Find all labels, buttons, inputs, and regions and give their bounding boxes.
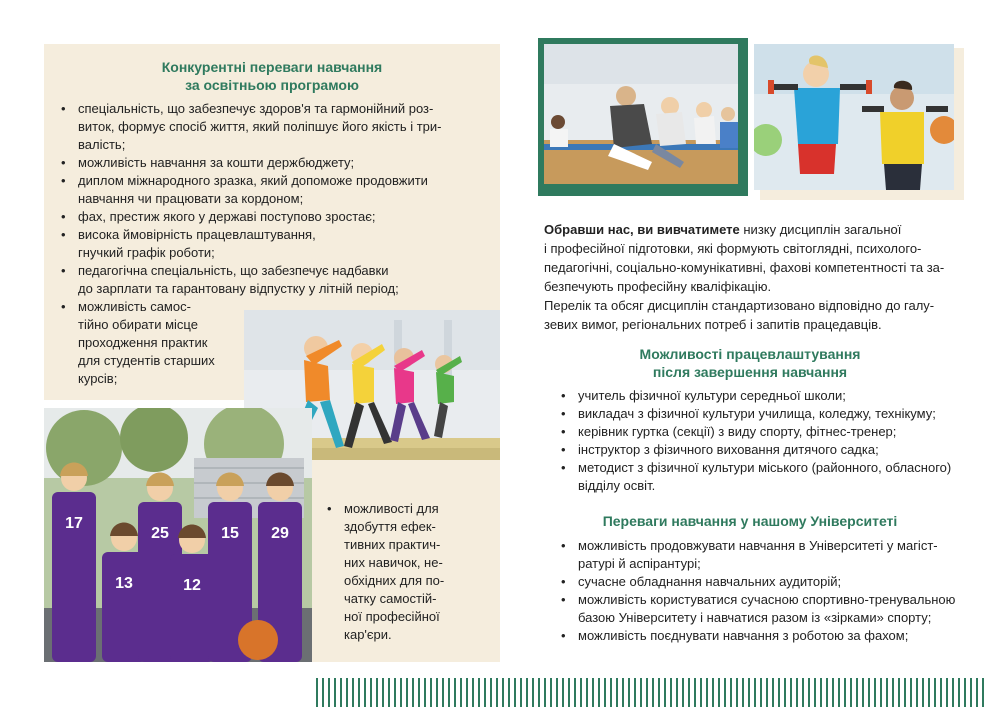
stripe (982, 678, 984, 707)
left-bullet-item-line: • диплом міжнародного зразка, який допоможе продовжити (78, 173, 428, 188)
left-bullet-item (56, 208, 496, 226)
bottom-bullet-line: чатку самостій- (344, 591, 437, 606)
left-bullet-item (56, 100, 496, 154)
stripe (880, 678, 882, 707)
intro-line-3: педагогічні, соціально-комунікативні, фахові компетентності та за- (544, 260, 945, 275)
advantage-item-line: базою Університету і навчатися разом із «зірками» спорту; (578, 610, 932, 625)
career-item (556, 387, 976, 405)
left-bullet-item (56, 262, 496, 298)
stripe (754, 678, 756, 707)
intro-paragraph (544, 220, 964, 334)
stripe (934, 678, 936, 707)
stripe (610, 678, 612, 707)
stripe (328, 678, 330, 707)
left-bullet-item (56, 154, 496, 172)
stripe (778, 678, 780, 707)
stripe (466, 678, 468, 707)
stripe (394, 678, 396, 707)
stripe (538, 678, 540, 707)
stripe (454, 678, 456, 707)
stripe (790, 678, 792, 707)
stripe (580, 678, 582, 707)
advantage-item (556, 627, 976, 645)
stripe (472, 678, 474, 707)
left-bullet-item-line: • можливість навчання за кошти держбюджету; (78, 155, 355, 170)
intro-line-1 (544, 220, 964, 239)
bottom-bullet-item (322, 500, 498, 644)
jersey-number: 12 (183, 577, 201, 594)
career-item-line: • викладач з фізичної культури училища, коледжу, технікуму; (578, 406, 936, 421)
left-bullet-item-line: тійно обирати місце (78, 317, 198, 332)
stripe (724, 678, 726, 707)
stripe (568, 678, 570, 707)
stripe (838, 678, 840, 707)
stripe (820, 678, 822, 707)
career-item-line: • інструктор з фізичного виховання дитячого садка; (578, 442, 879, 457)
left-bullet-item-line: валість; (78, 137, 126, 152)
stripe (508, 678, 510, 707)
stripe (796, 678, 798, 707)
stripe (346, 678, 348, 707)
stripe (316, 678, 318, 707)
stripe (532, 678, 534, 707)
stripe (526, 678, 528, 707)
stripe (748, 678, 750, 707)
left-bullet-item-line: • можливість самос- (78, 299, 191, 314)
left-title (44, 58, 500, 94)
stripe (652, 678, 654, 707)
stripe (574, 678, 576, 707)
stripe (694, 678, 696, 707)
bottom-bullet-line: ної професійної (344, 609, 440, 624)
stripe (502, 678, 504, 707)
left-bullet-item-line: виток, формує спосіб життя, який поліпшує його якість і три- (78, 119, 442, 134)
career-item (556, 423, 976, 441)
left-bullet-item-line: до зарплати та гарантовану відпустку у літній період; (78, 281, 399, 296)
advantages-title (544, 512, 956, 530)
stripe (382, 678, 384, 707)
stripe (418, 678, 420, 707)
stripe (940, 678, 942, 707)
advantage-item (556, 573, 976, 591)
stripe (772, 678, 774, 707)
career-item-line: • методист з фізичної культури міського (районного, обласного) (578, 460, 952, 475)
stripe (976, 678, 978, 707)
bottom-bullet-line: здобуття ефек- (344, 519, 436, 534)
left-bullet-item-line: для студентів старших (78, 353, 215, 368)
career-item (556, 459, 976, 495)
left-bullet-item-line: • педагогічна спеціальність, що забезпечує надбавки (78, 263, 389, 278)
left-bullet-item-line: • висока ймовірність працевлаштування, (78, 227, 316, 242)
stripe (352, 678, 354, 707)
stripe (658, 678, 660, 707)
stripe (850, 678, 852, 707)
advantages-title-text: Переваги навчання у нашому Університеті (602, 513, 898, 529)
stripe (436, 678, 438, 707)
careers-list (556, 387, 976, 495)
left-bullet-item (56, 172, 496, 208)
stripe (856, 678, 858, 707)
stripe (448, 678, 450, 707)
left-bullet-item-line: курсів; (78, 371, 118, 386)
left-bullet-item-line: навчання чи працювати за кордоном; (78, 191, 304, 206)
stripe (490, 678, 492, 707)
stripe (622, 678, 624, 707)
stripe (688, 678, 690, 707)
advantage-item-line: • можливість користуватися сучасною спортивно-тренувальною (578, 592, 956, 607)
stripe (916, 678, 918, 707)
left-bullet-item-line: • фах, престиж якого у державі поступово зростає; (78, 209, 376, 224)
bottom-left-bullet (322, 500, 498, 644)
stripe (478, 678, 480, 707)
bottom-bullet-line: • можливості для (344, 501, 439, 516)
intro-line-5: Перелік та обсяг дисциплін стандартизовано відповідно до галу- (544, 298, 935, 313)
jersey-number: 17 (65, 515, 83, 532)
advantages-list (556, 537, 976, 645)
stripe (730, 678, 732, 707)
stripe (646, 678, 648, 707)
bottom-bullet-line: тивних практич- (344, 537, 441, 552)
decorative-stripes (316, 678, 1000, 707)
stripe (370, 678, 372, 707)
advantage-item (556, 591, 976, 627)
stripe (376, 678, 378, 707)
stripe (592, 678, 594, 707)
career-item-line: • учитель фізичної культури середньої школи; (578, 388, 846, 403)
stripe (634, 678, 636, 707)
bottom-bullet-line: кар'єри. (344, 627, 392, 642)
stripe (886, 678, 888, 707)
stripe (784, 678, 786, 707)
gym-stretching-photo (544, 44, 738, 184)
advantage-item (556, 537, 976, 573)
intro-line-4: безпечують професійну кваліфікацію. (544, 279, 772, 294)
stripe (760, 678, 762, 707)
stripe (814, 678, 816, 707)
stripe (412, 678, 414, 707)
stripe (898, 678, 900, 707)
stripe (544, 678, 546, 707)
basketball-team-photo (44, 408, 312, 662)
stripe (718, 678, 720, 707)
careers-title-line1: Можливості працевлаштування (639, 346, 861, 362)
careers-title (544, 345, 956, 381)
intro-line-2: і професійної підготовки, які формують світоглядні, психолого- (544, 241, 922, 256)
stripe (400, 678, 402, 707)
intro-text-0: низку дисциплін загальної (739, 222, 902, 237)
stripe (904, 678, 906, 707)
stripe (808, 678, 810, 707)
stripe (616, 678, 618, 707)
careers-title-line2: після завершення навчання (652, 364, 848, 380)
stripe (670, 678, 672, 707)
intro-line-6: зевих вимог, регіональних потреб і запитів працедавців. (544, 317, 882, 332)
intro-bold: Обравши нас, ви вивчатимете (544, 222, 740, 237)
jersey-number: 29 (271, 525, 289, 542)
basketball-icon (238, 620, 278, 660)
stripe (706, 678, 708, 707)
left-bullet-item-line: • спеціальність, що забезпечує здоров'я та гармонійний роз- (78, 101, 434, 116)
stripe (334, 678, 336, 707)
stripe (958, 678, 960, 707)
stripe (388, 678, 390, 707)
left-bullet-item-line: гнучкий графік роботи; (78, 245, 215, 260)
stripe (802, 678, 804, 707)
stripe (460, 678, 462, 707)
bottom-bullet-line: обхідних для по- (344, 573, 445, 588)
stripe (664, 678, 666, 707)
stripe (946, 678, 948, 707)
jersey-number: 25 (151, 525, 169, 542)
stripe (868, 678, 870, 707)
stripe (952, 678, 954, 707)
jersey-number: 13 (115, 575, 133, 592)
stripe (832, 678, 834, 707)
stripe (700, 678, 702, 707)
stripe (682, 678, 684, 707)
stripe (844, 678, 846, 707)
stripe (520, 678, 522, 707)
stripe (862, 678, 864, 707)
kids-dumbbells-photo (754, 44, 954, 190)
stripe (712, 678, 714, 707)
stripe (358, 678, 360, 707)
stripe (340, 678, 342, 707)
stripe (496, 678, 498, 707)
stripe (892, 678, 894, 707)
stripe (826, 678, 828, 707)
left-title-line1: Конкурентні переваги навчання (161, 59, 383, 75)
advantage-item-line: ратурі й аспірантурі; (578, 556, 701, 571)
stripe (736, 678, 738, 707)
left-bullet-item (56, 226, 496, 262)
career-item-line: • керівник гуртка (секції) з виду спорту, фітнес-тренер; (578, 424, 897, 439)
stripe (742, 678, 744, 707)
stripe (640, 678, 642, 707)
player-jersey (170, 554, 214, 662)
stripe (964, 678, 966, 707)
career-item-line: відділу освіт. (578, 478, 656, 493)
stripe (598, 678, 600, 707)
stripe (484, 678, 486, 707)
stripe (970, 678, 972, 707)
stripe (874, 678, 876, 707)
stripe (586, 678, 588, 707)
left-title-line2: за освітньою програмою (185, 77, 359, 93)
career-item (556, 441, 976, 459)
stripe (922, 678, 924, 707)
stripe (550, 678, 552, 707)
stripe (928, 678, 930, 707)
bottom-bullet-line: них навичок, не- (344, 555, 443, 570)
advantage-item-line: • сучасне обладнання навчальних аудиторій; (578, 574, 842, 589)
advantage-item-line: • можливість поєднувати навчання з роботою за фахом; (578, 628, 909, 643)
stripe (556, 678, 558, 707)
stripe (442, 678, 444, 707)
stripe (430, 678, 432, 707)
player (52, 463, 96, 663)
stripe (604, 678, 606, 707)
stripe (676, 678, 678, 707)
left-bullet-item-line: проходження практик (78, 335, 208, 350)
career-item (556, 405, 976, 423)
jersey-number: 15 (221, 525, 239, 542)
stripe (514, 678, 516, 707)
advantage-item-line: • можливість продовжувати навчання в Університеті у магіст- (578, 538, 938, 553)
stripe (322, 678, 324, 707)
stripe (766, 678, 768, 707)
stripe (562, 678, 564, 707)
stripe (364, 678, 366, 707)
stripe (910, 678, 912, 707)
stripe (406, 678, 408, 707)
stripe (628, 678, 630, 707)
stripe (424, 678, 426, 707)
